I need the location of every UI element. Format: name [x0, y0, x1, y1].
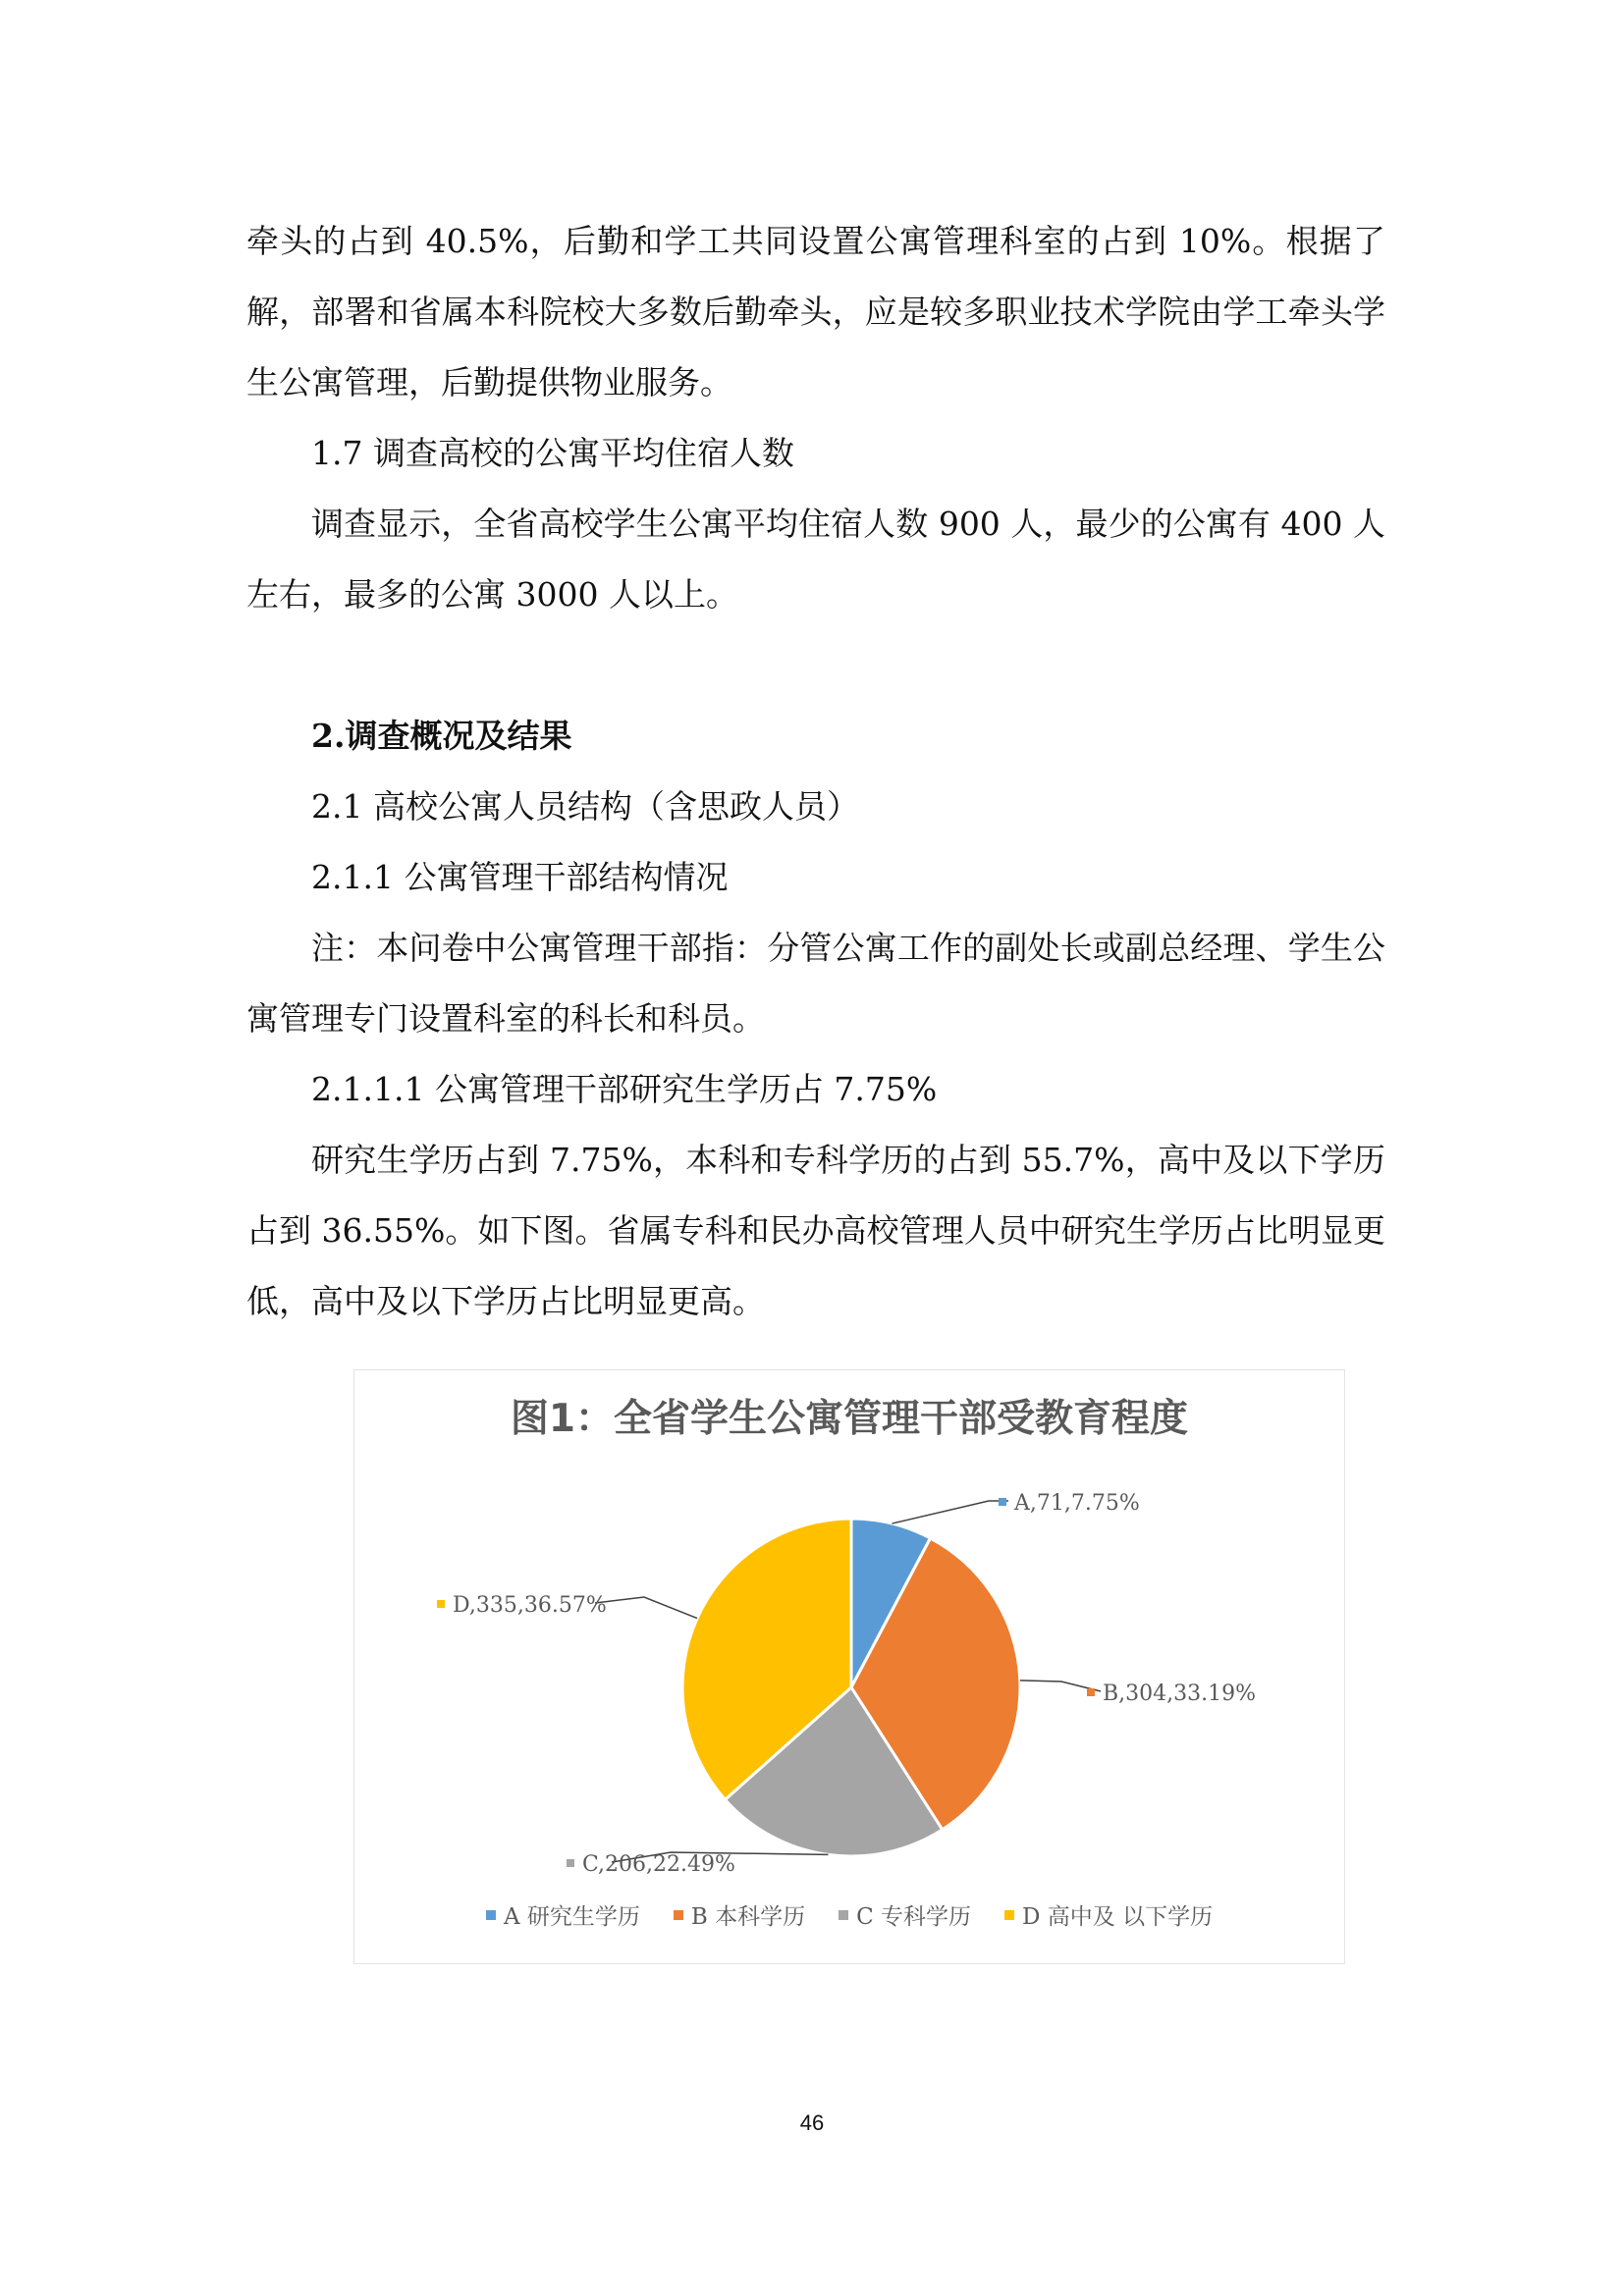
legend-item-d — [1004, 1898, 1213, 1931]
legend-swatch — [1004, 1910, 1014, 1920]
education-pie-chart — [353, 1369, 1345, 1964]
chart-legend — [354, 1898, 1344, 1931]
data-label-marker-d — [437, 1600, 445, 1608]
body-text — [246, 206, 1385, 630]
data-label-marker-b — [1087, 1688, 1095, 1696]
chart-title: 图1：全省学生公寓管理干部受教育程度 — [510, 1397, 1189, 1441]
legend-swatch — [839, 1910, 848, 1920]
section-heading-2-1: 2.1 高校公寓人员结构（含思政人员） — [311, 787, 859, 826]
legend-label: B 本科学历 — [690, 1904, 806, 1930]
legend-swatch — [674, 1910, 683, 1920]
section-heading-2: 2.调查概况及结果 — [311, 717, 572, 755]
legend-label: A 研究生学历 — [503, 1904, 640, 1930]
data-label-marker-a — [999, 1498, 1006, 1506]
section-heading-1-7: 1.7 调查高校的公寓平均住宿人数 — [311, 434, 794, 472]
section-heading-2-1-1-1: 2.1.1.1 公寓管理干部研究生学历占 7.75% — [311, 1070, 938, 1108]
paragraph-education-stats: 研究生学历占到 7.75%，本科和专科学历的占到 55.7%，高中及以下学历占到 36.55%。如下图。省属专科和民办高校管理人员中研究生学历占比明显更低，高中及以下学历占比明显更高。 — [246, 1141, 1385, 1320]
leader-line-d — [595, 1597, 697, 1619]
data-label-b: B,304,33.19% — [1103, 1682, 1257, 1706]
legend-item-a — [486, 1898, 640, 1931]
legend-label: D 高中及 以下学历 — [1022, 1904, 1214, 1930]
paragraph-apartment-management-lead: 牵头的占到 40.5%，后勤和学工共同设置公寓管理科室的占到 10%。根据了解，部署和省属本科院校大多数后勤牵头，应是较多职业技术学院由学工牵头学生公寓管理，后勤提供物业服务。 — [246, 222, 1385, 401]
data-label-a: A,71,7.75% — [1014, 1491, 1140, 1516]
data-label-c: C,206,22.49% — [582, 1852, 735, 1877]
paragraph-average-residents: 调查显示，全省高校学生公寓平均住宿人数 900 人，最少的公寓有 400 人左右，最多的公寓 3000 人以上。 — [246, 505, 1385, 614]
data-label-marker-c — [567, 1859, 574, 1867]
pie-chart-svg — [354, 1370, 1346, 1965]
body-text-section-2 — [246, 701, 1385, 1337]
paragraph-note-definition: 注：本问卷中公寓管理干部指：分管公寓工作的副处长或副总经理、学生公寓管理专门设置科室的科长和科员。 — [246, 929, 1385, 1038]
page-number: 46 — [799, 2110, 825, 2135]
leader-line-a — [892, 1501, 1008, 1523]
section-heading-2-1-1: 2.1.1 公寓管理干部结构情况 — [311, 858, 729, 896]
data-label-d: D,335,36.57% — [453, 1593, 607, 1618]
legend-swatch — [486, 1910, 496, 1920]
legend-item-b — [674, 1898, 805, 1931]
legend-item-c — [839, 1898, 971, 1931]
legend-label: C 专科学历 — [856, 1904, 971, 1930]
